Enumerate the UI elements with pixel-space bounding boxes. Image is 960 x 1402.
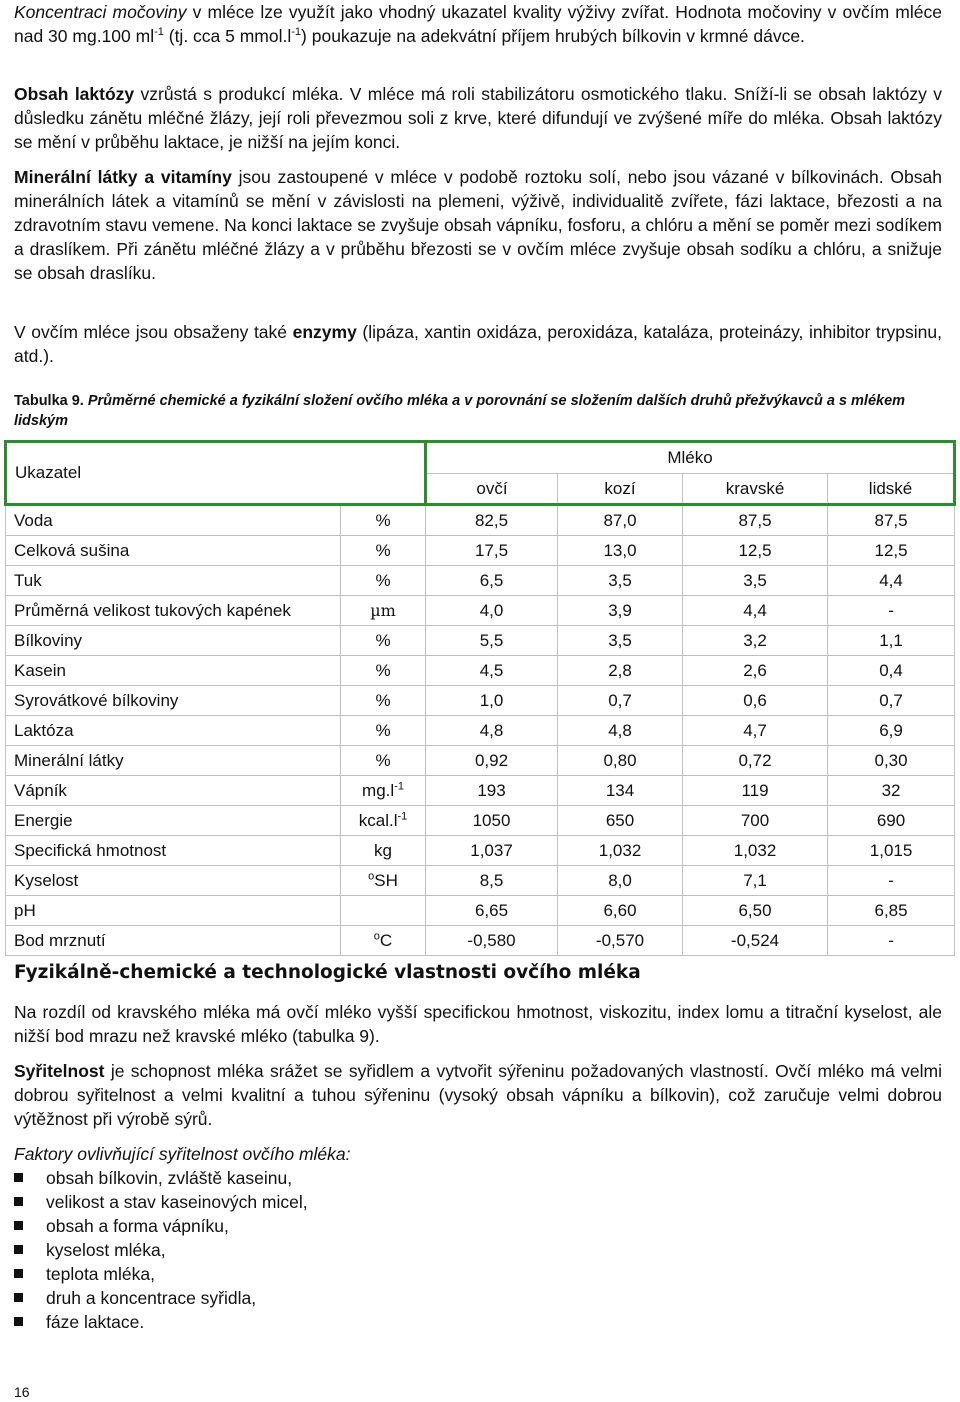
urea-term: Koncentraci močoviny: [14, 2, 187, 22]
row-label: Minerální látky: [6, 746, 341, 776]
unit-text: %: [375, 510, 391, 530]
row-unit: [341, 686, 426, 716]
row-label: Bod mrznutí: [6, 926, 341, 956]
table-row: [6, 536, 955, 566]
table-cell: -0,524: [683, 926, 828, 956]
row-label: Laktóza: [6, 716, 341, 746]
unit-text: SH: [374, 870, 398, 890]
list-item: [14, 1166, 308, 1190]
unit-text: C: [379, 930, 393, 950]
table-cell: 87,5: [828, 505, 955, 536]
row-label: Tuk: [6, 566, 341, 596]
table-row: [6, 716, 955, 746]
table-cell: 650: [558, 806, 683, 836]
list-item: [14, 1286, 308, 1310]
row-unit: [341, 656, 426, 686]
table-cell: 87,0: [558, 505, 683, 536]
unit-text: mg.l: [362, 780, 395, 800]
row-label: Vápník: [6, 776, 341, 806]
table-cell: 6,65: [426, 896, 558, 926]
table-cell: 12,5: [683, 536, 828, 566]
factors-list: [14, 1166, 308, 1334]
paragraph-enzymes: [14, 320, 942, 368]
table-row: [6, 836, 955, 866]
table-cell: 32: [828, 776, 955, 806]
table-cell: 7,1: [683, 866, 828, 896]
col-header: ovčí: [426, 474, 558, 505]
table-cell: 1,032: [683, 836, 828, 866]
text-span: (tj. cca 5 mmol.l: [163, 26, 292, 46]
list-item-text: kyselost mléka,: [46, 1240, 166, 1260]
table-cell: 6,9: [828, 716, 955, 746]
list-item-text: druh a koncentrace syřidla,: [46, 1288, 257, 1308]
table-cell: 6,60: [558, 896, 683, 926]
row-unit: [341, 596, 426, 626]
table-cell: 1,015: [828, 836, 955, 866]
table-cell: 119: [683, 776, 828, 806]
row-unit: [341, 746, 426, 776]
bullet-square-icon: [14, 1293, 23, 1302]
table-cell: 0,72: [683, 746, 828, 776]
table-cell: 193: [426, 776, 558, 806]
row-unit: [341, 806, 426, 836]
paragraph-minerals: [14, 165, 942, 285]
table-cell: 4,0: [426, 596, 558, 626]
page-number: 16: [14, 1384, 30, 1400]
bullet-square-icon: [14, 1173, 23, 1182]
list-item: [14, 1214, 308, 1238]
table-row: [6, 896, 955, 926]
list-item-text: velikost a stav kaseinových micel,: [46, 1192, 308, 1212]
row-label: Kasein: [6, 656, 341, 686]
unit-text: µm: [370, 600, 396, 620]
list-item: [14, 1310, 308, 1334]
bullet-square-icon: [14, 1317, 23, 1326]
col-header: lidské: [828, 474, 955, 505]
table-cell: 690: [828, 806, 955, 836]
paragraph-lactose: [14, 82, 942, 154]
unit-text: %: [375, 540, 391, 560]
coagulability-term: Syřitelnost: [14, 1061, 105, 1081]
row-label: Průměrná velikost tukových kapének: [6, 596, 341, 626]
table-cell: 0,6: [683, 686, 828, 716]
unit-text: %: [375, 750, 391, 770]
unit-text: %: [375, 720, 391, 740]
table-cell: -: [828, 866, 955, 896]
unit-superscript: o: [373, 929, 380, 942]
table-row: [6, 626, 955, 656]
row-unit: [341, 536, 426, 566]
table-cell: 4,8: [558, 716, 683, 746]
table-cell: 134: [558, 776, 683, 806]
table-cell: 1050: [426, 806, 558, 836]
unit-superscript: o: [368, 869, 375, 882]
list-item: [14, 1190, 308, 1214]
table-cell: 0,92: [426, 746, 558, 776]
table-cell: -0,570: [558, 926, 683, 956]
table-cell: -: [828, 926, 955, 956]
bullet-square-icon: [14, 1197, 23, 1206]
table-cell: -0,580: [426, 926, 558, 956]
row-unit: [341, 776, 426, 806]
table-cell: 0,80: [558, 746, 683, 776]
text-span: jsou zastoupené v mléce v podobě roztoku solí, nebo jsou vázané v bílkovinách. Obsah minerálních látek a vitamínů se mění v závislosti na plemeni, výživě, individualitě zvířete, fázi laktace, březosti a na zdravotním stavu vemene. Na konci laktace se zvyšuje obsah vápníku, fosforu, a chlóru a mění se poměr mezi sodíkem a draslíkem. Při zánětu mléčné žlázy a v průběhu březosti se v ovčím mléce zvyšuje obsah sodíku a chlóru, a snižuje se obsah draslíku.: [14, 167, 942, 283]
text-span: V ovčím mléce jsou obsaženy také: [14, 322, 293, 342]
table-cell: 6,5: [426, 566, 558, 596]
row-unit: [341, 716, 426, 746]
table-cell: 5,5: [426, 626, 558, 656]
table-cell: 12,5: [828, 536, 955, 566]
col-header: kravské: [683, 474, 828, 505]
row-unit: [341, 626, 426, 656]
table-cell: 3,9: [558, 596, 683, 626]
superscript: -1: [154, 26, 164, 39]
table-cell: 4,4: [828, 566, 955, 596]
row-label: pH: [6, 896, 341, 926]
row-unit: [341, 566, 426, 596]
table-cell: 0,4: [828, 656, 955, 686]
table-row: [6, 806, 955, 836]
row-unit: [341, 926, 426, 956]
caption-text: Průměrné chemické a fyzikální složení ovčího mléka a v porovnání se složením dalších druhů přežvýkavců a s mlékem lidským: [14, 393, 906, 429]
table-cell: 3,5: [558, 566, 683, 596]
table-cell: 0,30: [828, 746, 955, 776]
table-cell: 4,4: [683, 596, 828, 626]
table-row: [6, 926, 955, 956]
table-cell: 4,5: [426, 656, 558, 686]
unit-text: %: [375, 630, 391, 650]
paragraph-urea: [14, 0, 942, 48]
table-cell: 1,032: [558, 836, 683, 866]
row-unit: [341, 896, 426, 926]
unit-text: kg: [374, 840, 392, 860]
list-item: [14, 1262, 308, 1286]
table-header-row: [6, 442, 955, 474]
row-unit: [341, 505, 426, 536]
table-cell: 3,5: [558, 626, 683, 656]
superscript: -1: [291, 26, 302, 39]
list-item-text: teplota mléka,: [46, 1264, 155, 1284]
unit-text: %: [375, 660, 391, 680]
row-label: Celková sušina: [6, 536, 341, 566]
table-row: [6, 776, 955, 806]
table-cell: 4,8: [426, 716, 558, 746]
table-cell: 3,2: [683, 626, 828, 656]
table-cell: 1,037: [426, 836, 558, 866]
paragraph-coagulability: [14, 1059, 942, 1131]
list-item-text: fáze laktace.: [46, 1312, 145, 1332]
list-item-text: obsah a forma vápníku,: [46, 1216, 229, 1236]
table-cell: 13,0: [558, 536, 683, 566]
table-row: [6, 746, 955, 776]
composition-table: [4, 440, 956, 956]
table-cell: 8,5: [426, 866, 558, 896]
table-cell: 3,5: [683, 566, 828, 596]
bullet-square-icon: [14, 1269, 23, 1278]
row-label: Energie: [6, 806, 341, 836]
table-row: [6, 596, 955, 626]
unit-superscript: -1: [394, 779, 404, 792]
text-span: v mléce lze využít jako vhodný ukazatel kvality výživy zvířat. Hodnota močoviny v ovčím mléce nad 30 mg.100 ml: [14, 2, 942, 46]
row-label: Specifická hmotnost: [6, 836, 341, 866]
row-label: Voda: [6, 505, 341, 536]
table-row: [6, 566, 955, 596]
header-mleko: Mléko: [426, 442, 955, 474]
table-cell: 0,7: [558, 686, 683, 716]
table-cell: 4,7: [683, 716, 828, 746]
table-row: [6, 505, 955, 536]
table-row: [6, 686, 955, 716]
table-cell: 1,1: [828, 626, 955, 656]
lactose-term: Obsah laktózy: [14, 84, 135, 104]
unit-text: %: [375, 570, 391, 590]
table-cell: 0,7: [828, 686, 955, 716]
bullet-square-icon: [14, 1221, 23, 1230]
text-span: (lipáza, xantin oxidáza, peroxidáza, kataláza, proteinázy, inhibitor trypsinu, atd.).: [14, 322, 942, 366]
table-cell: 82,5: [426, 505, 558, 536]
col-header: kozí: [558, 474, 683, 505]
paragraph-properties: Na rozdíl od kravského mléka má ovčí mléko vyšší specifickou hmotnost, viskozitu, index lomu a titrační kyselost, ale nižší bod mrazu než kravské mléko (tabulka 9).: [14, 1002, 942, 1046]
unit-text: %: [375, 690, 391, 710]
unit-superscript: -1: [397, 809, 408, 822]
table-cell: 1,0: [426, 686, 558, 716]
enzymes-term: enzymy: [292, 322, 357, 342]
table-cell: 2,8: [558, 656, 683, 686]
table-row: [6, 656, 955, 686]
row-unit: [341, 866, 426, 896]
row-label: Syrovátkové bílkoviny: [6, 686, 341, 716]
table-cell: -: [828, 596, 955, 626]
table-cell: 2,6: [683, 656, 828, 686]
minerals-term: Minerální látky a vitamíny: [14, 167, 232, 187]
bullet-square-icon: [14, 1245, 23, 1254]
text-span: je schopnost mléka srážet se syřidlem a vytvořit sýřeninu požadovaných vlastností. Ovčí mléko má velmi dobrou syřitelnost a velmi kvalitní a tuhou sýřeninu (vysoký obsah vápníku a bílkovin), což zaručuje velmi dobrou výtěžnost při výrobě sýrů.: [14, 1061, 942, 1129]
row-label: Kyselost: [6, 866, 341, 896]
table-caption: [14, 391, 942, 431]
table-cell: 6,85: [828, 896, 955, 926]
table-cell: 8,0: [558, 866, 683, 896]
unit-text: kcal.l: [358, 810, 398, 830]
list-item-text: obsah bílkovin, zvláště kaseinu,: [46, 1168, 293, 1188]
section-heading: Fyzikálně-chemické a technologické vlastnosti ovčího mléka: [14, 962, 641, 983]
table-cell: 700: [683, 806, 828, 836]
factors-title: Faktory ovlivňující syřitelnost ovčího mléka:: [14, 1144, 351, 1164]
table-label: Tabulka 9.: [14, 393, 84, 409]
header-ukazatel: Ukazatel: [6, 442, 426, 505]
row-unit: [341, 836, 426, 866]
list-item: [14, 1238, 308, 1262]
table-cell: 87,5: [683, 505, 828, 536]
text-span: ) poukazuje na adekvátní příjem hrubých bílkovin v krmné dávce.: [301, 26, 805, 46]
table-cell: 6,50: [683, 896, 828, 926]
table-cell: 17,5: [426, 536, 558, 566]
table-row: [6, 866, 955, 896]
text-span: vzrůstá s produkcí mléka. V mléce má roli stabilizátoru osmotického tlaku. Sníží-li se obsah laktózy v důsledku zánětu mléčné žlázy, její roli převezmou soli z krve, které difundují ve zvýšené míře do mléka. Obsah laktózy se mění v průběhu laktace, je nižší na jejím konci.: [14, 84, 943, 152]
row-label: Bílkoviny: [6, 626, 341, 656]
